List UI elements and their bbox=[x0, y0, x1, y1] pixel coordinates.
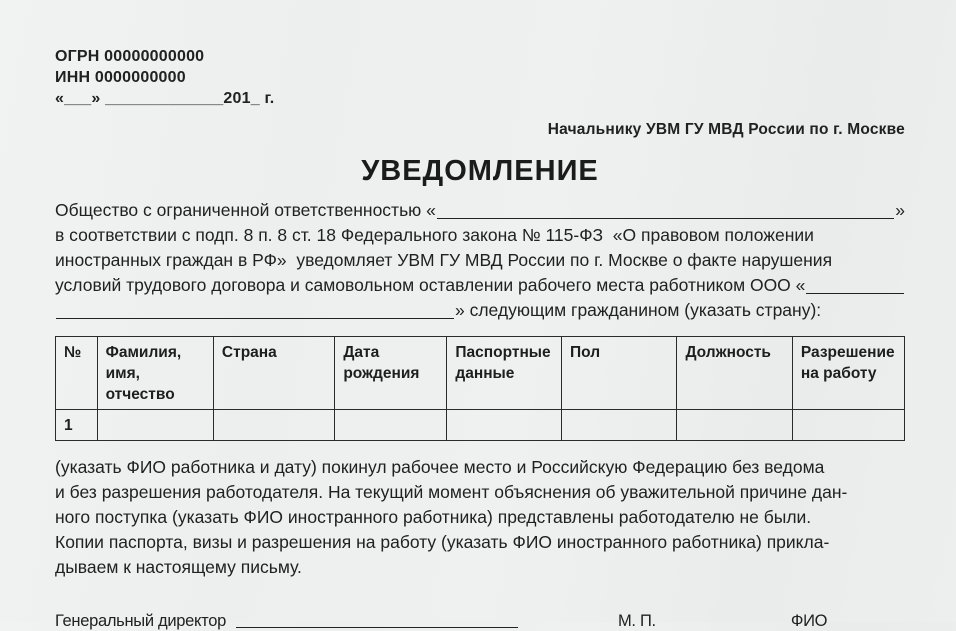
col-passport: Паспортные данные bbox=[447, 337, 562, 410]
document-title: УВЕДОМЛЕНИЕ bbox=[361, 155, 599, 187]
workers-table bbox=[55, 336, 905, 441]
intro-line-1-suffix: » bbox=[895, 200, 905, 220]
body-line-3: ного поступка (указать ФИО иностранного работника) представлены работодателю не были. bbox=[55, 507, 812, 527]
col-country: Страна bbox=[213, 337, 334, 410]
cell-country bbox=[213, 410, 334, 441]
cell-passport bbox=[447, 410, 562, 441]
intro-line-3: иностранных граждан в РФ» уведомляет УВМ ГУ МВД России по г. Москве о факте нарушения bbox=[55, 250, 833, 270]
table-row bbox=[56, 410, 905, 441]
intro-paragraph bbox=[55, 198, 905, 323]
intro-line-4 bbox=[55, 273, 905, 298]
col-sex: Пол bbox=[561, 337, 676, 410]
director-label: Генеральный директор bbox=[55, 612, 226, 630]
col-work-permit: Разрешение на работу bbox=[792, 337, 904, 410]
cell-number: 1 bbox=[56, 410, 98, 441]
intro-line-4-prefix: условий трудового договора и самовольном оставлении рабочего места работником ООО « bbox=[55, 275, 806, 295]
col-number: № bbox=[56, 337, 98, 410]
company-name-blank bbox=[437, 217, 894, 219]
ogrn-line: ОГРН 00000000000 bbox=[55, 48, 205, 65]
col-full-name: Фамилия, имя, отчество bbox=[97, 337, 213, 410]
col-position: Должность bbox=[677, 337, 792, 410]
table-header-row bbox=[56, 337, 905, 410]
col-birth-date: Дата рождения bbox=[335, 337, 447, 410]
intro-line-2: в соответствии с подп. 8 п. 8 ст. 18 Федерального закона № 115-ФЗ «О правовом положении bbox=[55, 225, 814, 245]
date-blank-line: «___» _____________201_ г. bbox=[55, 90, 275, 107]
body-line-5: дываем к настоящему письму. bbox=[55, 557, 302, 577]
signature-blank bbox=[236, 626, 518, 628]
intro-line-1 bbox=[55, 198, 905, 223]
cell-birth-date bbox=[335, 410, 447, 441]
notification-document bbox=[55, 46, 905, 631]
cell-full-name bbox=[97, 410, 213, 441]
fio-label: ФИО bbox=[790, 612, 828, 630]
inn-line: ИНН 0000000000 bbox=[55, 69, 186, 86]
body-line-1: (указать ФИО работника и дату) покинул рабочее место и Российскую Федерацию без ведома bbox=[55, 457, 825, 477]
company-requisites bbox=[55, 46, 905, 109]
addressee-line: Начальнику УВМ ГУ МВД России по г. Москве bbox=[547, 121, 905, 138]
body-paragraph bbox=[55, 455, 905, 580]
cell-work-permit bbox=[792, 410, 904, 441]
ooo-name-blank-end bbox=[56, 317, 454, 319]
ooo-name-blank-start bbox=[806, 292, 904, 294]
intro-line-1-prefix: Общество с ограниченной ответственностью « bbox=[55, 200, 436, 220]
intro-line-5-suffix: » следующим гражданином (указать страну): bbox=[455, 300, 822, 320]
body-line-4: Копии паспорта, визы и разрешения на работу (указать ФИО иностранного работника) прикла- bbox=[55, 532, 830, 552]
cell-sex bbox=[561, 410, 676, 441]
cell-position bbox=[677, 410, 792, 441]
stamp-place-label: М. П. bbox=[617, 612, 656, 630]
body-line-2: и без разрешения работодателя. На текущий момент объяснения об уважительной причине дан- bbox=[55, 482, 848, 502]
intro-line-5 bbox=[55, 298, 905, 323]
